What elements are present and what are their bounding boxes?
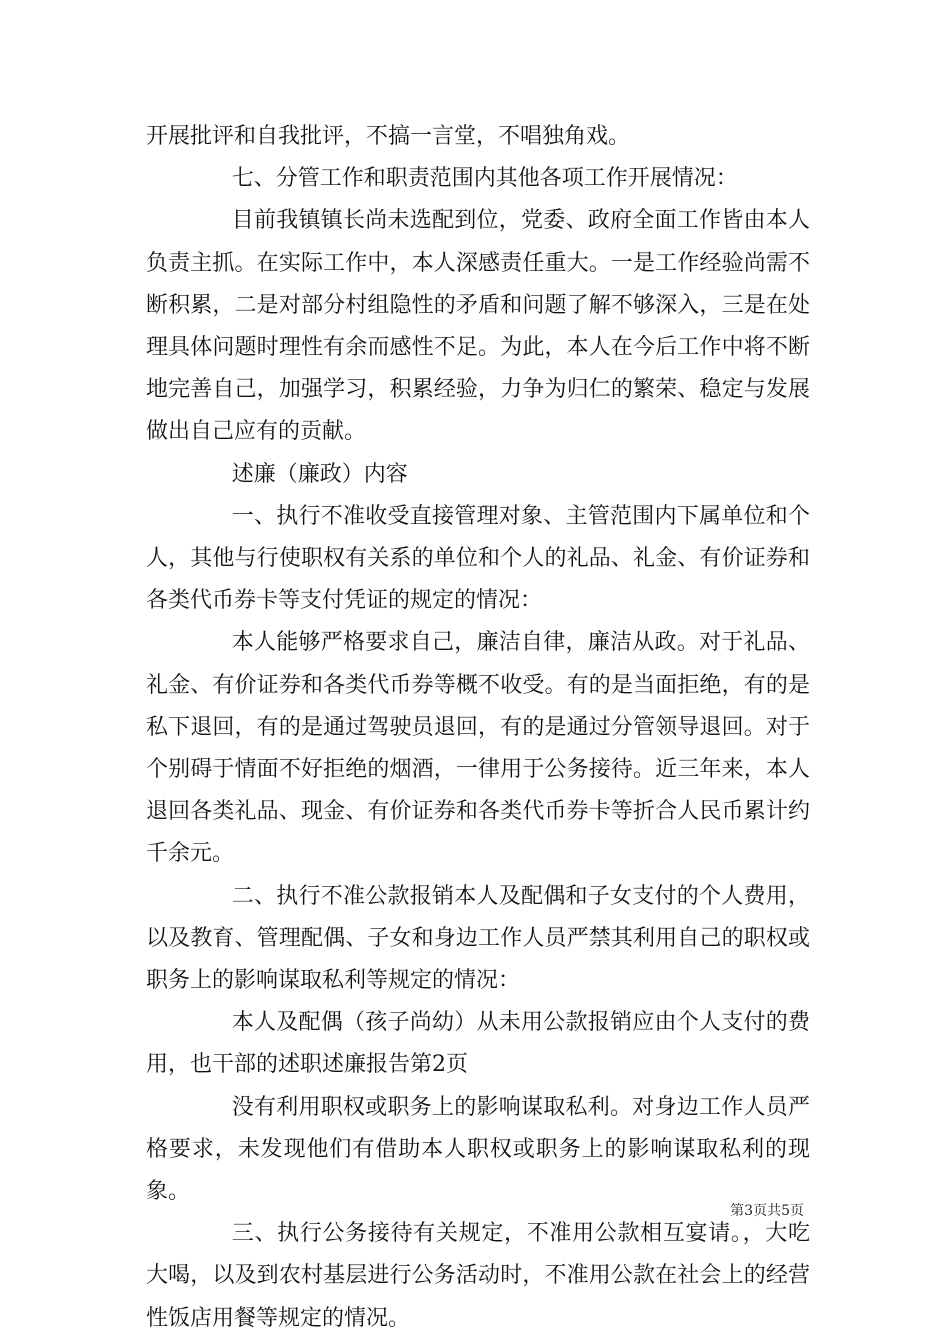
section-heading-7: 七、分管工作和职责范围内其他各项工作开展情况： bbox=[231, 166, 738, 192]
section-heading-1: 一、执行不准收受直接管理对象、主管范围内下属单位和个人，其他与行使职权有关系的单位和个人的礼品、礼金、有价证券和各类代币券卡等支付凭证的规定的情况： bbox=[146, 503, 810, 614]
paragraph-8: 本人及配偶（孩子尚幼）从未用公款报销应由个人支付的费用，也干部的述职述廉报告第2页 bbox=[146, 1010, 810, 1078]
section-heading-2: 二、执行不准公款报销本人及配偶和子女支付的个人费用，以及教育、管理配偶、子女和身边工作人员严禁其利用自己的职权或职务上的影响谋取私利等规定的情况： bbox=[146, 883, 810, 994]
paragraph-1: 开展批评和自我批评，不搞一言堂，不唱独角戏。 bbox=[146, 124, 631, 149]
paragraph-9: 没有利用职权或职务上的影响谋取私利。对身边工作人员严格要求，未发现他们有借助本人职权或职务上的影响谋取私利的现象。 bbox=[146, 1094, 810, 1205]
page-footer: 第3页共5页 bbox=[730, 1203, 804, 1219]
paragraph-6: 本人能够严格要求自己，廉洁自律，廉洁从政。对于礼品、礼金、有价证券和各类代币券等概不收受。有的是当面拒绝，有的是私下退回，有的是通过驾驶员退回，有的是通过分管领导退回。对于个别碍于情面不好拒绝的烟酒，一律用于公务接待。近三年来，本人退回各类礼品、现金、有价证券和各类代币券卡等折合人民币累计约千余元。 bbox=[146, 630, 810, 867]
paragraph-3: 目前我镇镇长尚未选配到位，党委、政府全面工作皆由本人负责主抓。在实际工作中，本人深感责任重大。一是工作经验尚需不断积累，二是对部分村组隐性的矛盾和问题了解不够深入，三是在处理具体问题时理性有余而感性不足。为此，本人在今后工作中将不断地完善自己，加强学习，积累经验，力争为归仁的繁荣、稳定与发展做出自己应有的贡献。 bbox=[146, 208, 810, 445]
section-heading-3: 三、执行公务接待有关规定，不准用公款相互宴请。，大吃大喝，以及到农村基层进行公务活动时，不准用公款在社会上的经营性饭店用餐等规定的情况。 bbox=[146, 1221, 810, 1331]
section-heading-integrity: 述廉（廉政）内容 bbox=[231, 461, 408, 487]
document-body bbox=[146, 116, 810, 1340]
